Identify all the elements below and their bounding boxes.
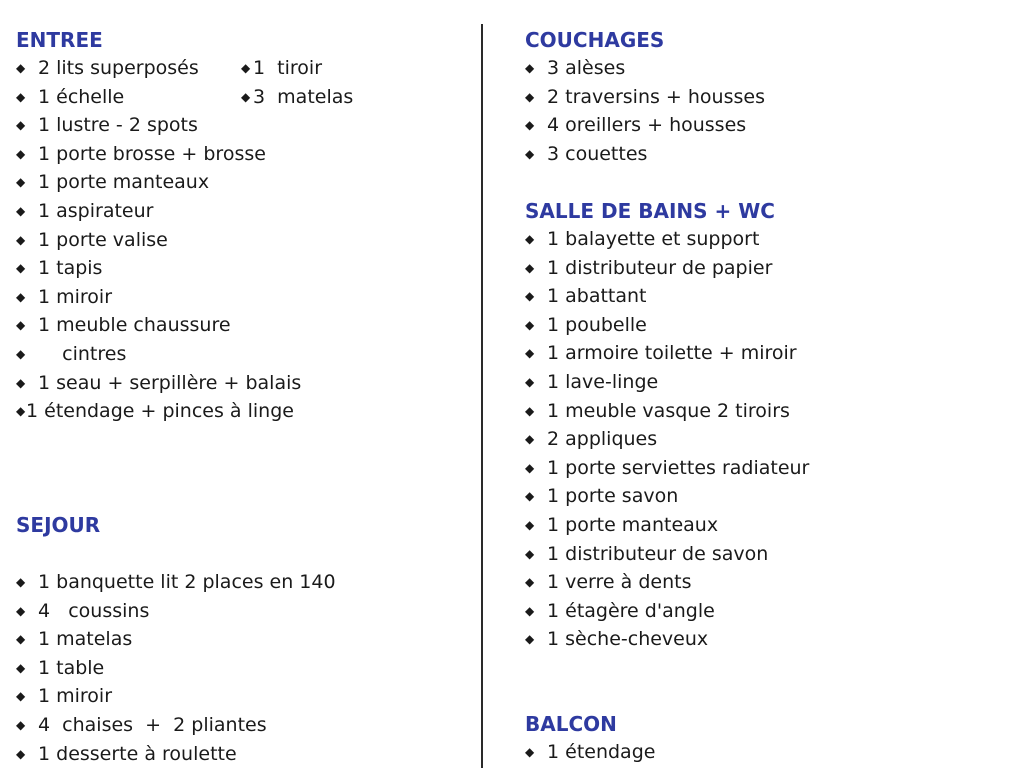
bullet-icon: ◆: [16, 632, 26, 647]
list-item: [16, 168, 301, 197]
list-item: [525, 482, 809, 511]
item-text: 1 meuble chaussure: [38, 314, 231, 337]
item-text: 1 banquette lit 2 places en 140: [38, 571, 336, 593]
list-item: [525, 397, 809, 426]
bullet-icon: ◆: [16, 717, 26, 732]
section-heading: ENTREE: [16, 28, 103, 52]
item-text: 1 lave-linge: [547, 370, 659, 393]
list-item: [525, 738, 655, 767]
bullet-icon: ◆: [16, 746, 26, 761]
list-item: [16, 625, 336, 654]
item-text: 1 matelas: [38, 628, 133, 651]
bullet-icon: ◆: [16, 61, 26, 75]
item-text: 3 couettes: [547, 142, 648, 165]
list-item: [525, 454, 809, 483]
list-item: [16, 711, 336, 740]
section-salle-de-bains: [525, 197, 809, 654]
bullet-icon: ◆: [16, 689, 26, 704]
item-text: 1 étendage + pinces à linge: [26, 400, 294, 423]
list-item: [16, 140, 301, 169]
section-heading: BALCON: [525, 712, 617, 736]
item-text: 2 lits superposés: [38, 57, 199, 79]
bullet-icon: ◆: [525, 61, 535, 75]
section-heading: SALLE DE BAINS + WC: [525, 199, 775, 223]
list-item: [525, 225, 809, 254]
entree-extra-list: [241, 54, 353, 111]
item-text: 1 desserte à roulette: [38, 742, 237, 765]
list-item: [16, 568, 336, 597]
section-sejour: [16, 511, 336, 768]
item-text: 1 échelle: [38, 85, 125, 108]
list-item: [16, 597, 336, 626]
item-text: 1 tapis: [38, 257, 103, 280]
list-item: [525, 140, 765, 169]
item-text: 1 porte serviettes radiateur: [547, 456, 810, 479]
item-text: 1 meuble vasque 2 tiroirs: [547, 399, 790, 422]
item-text: 1 seau + serpillère + balais: [38, 371, 302, 394]
bullet-icon: ◆: [241, 89, 251, 104]
list-item: [525, 54, 765, 83]
list-item: [525, 368, 809, 397]
list-item: [525, 339, 809, 368]
list-item: [241, 83, 353, 112]
list-item: [525, 83, 765, 112]
bullet-icon: ◆: [525, 346, 535, 361]
bullet-icon: ◆: [16, 660, 26, 675]
bullet-icon: ◆: [16, 289, 26, 304]
item-text: 2 appliques: [547, 428, 658, 451]
list-item: [16, 283, 301, 312]
bullet-icon: ◆: [525, 460, 535, 475]
item-text: 4 coussins: [38, 599, 150, 622]
list-item: [525, 597, 809, 626]
bullet-icon: ◆: [525, 546, 535, 561]
list-item: [16, 369, 301, 398]
item-text: 2 traversins + housses: [547, 85, 765, 108]
item-text: 1 étagère d'angle: [547, 599, 715, 622]
item-text: 1 lustre - 2 spots: [38, 114, 198, 137]
bullet-icon: ◆: [16, 318, 26, 333]
list-item: [525, 425, 809, 454]
list-item: [16, 740, 336, 768]
section-balcon: [525, 710, 655, 767]
item-text: 1 table: [38, 656, 105, 679]
bullet-icon: ◆: [525, 89, 535, 104]
item-text: 1 porte valise: [38, 228, 168, 251]
list-item: [16, 197, 301, 226]
bullet-icon: ◆: [525, 517, 535, 532]
bullet-icon: ◆: [16, 346, 26, 361]
bullet-icon: ◆: [16, 89, 26, 104]
bullet-icon: ◆: [525, 260, 535, 275]
item-text: 1 distributeur de savon: [547, 542, 769, 565]
bullet-icon: ◆: [525, 317, 535, 332]
item-text: 1 poubelle: [547, 313, 647, 336]
item-text: 1 balayette et support: [547, 228, 760, 250]
item-text: 1 étendage: [547, 741, 656, 763]
item-text: 1 abattant: [547, 285, 647, 308]
list-item: [16, 397, 301, 426]
bullet-icon: ◆: [16, 232, 26, 247]
list-item: [525, 111, 765, 140]
bullet-icon: ◆: [525, 146, 535, 161]
item-text: 1 verre à dents: [547, 571, 692, 594]
entree-list: [16, 54, 354, 426]
bullet-icon: ◆: [16, 261, 26, 276]
item-text: 4 chaises + 2 pliantes: [38, 713, 267, 736]
bullet-icon: ◆: [525, 745, 535, 759]
item-text: 4 oreillers + housses: [547, 114, 747, 137]
list-item: [525, 282, 809, 311]
list-item: [16, 111, 301, 140]
item-text: 1 porte savon: [547, 485, 679, 508]
bullet-icon: ◆: [16, 118, 26, 133]
list-item: [525, 540, 809, 569]
list-item: [16, 682, 336, 711]
column-divider: [481, 24, 483, 768]
item-text: 1 tiroir: [253, 57, 323, 79]
item-text: 1 aspirateur: [38, 199, 154, 222]
bullet-icon: ◆: [525, 603, 535, 618]
bullet-icon: ◆: [16, 375, 26, 390]
list-item: [525, 568, 809, 597]
bullet-icon: ◆: [16, 175, 26, 190]
item-text: 1 porte brosse + brosse: [38, 142, 266, 165]
bullet-icon: ◆: [16, 603, 26, 618]
item-text: 1 porte manteaux: [547, 513, 719, 536]
list-item: [241, 54, 353, 83]
item-text: 1 sèche-cheveux: [547, 628, 709, 651]
section-entree: [16, 26, 354, 426]
list-item: [525, 311, 809, 340]
bullet-icon: ◆: [525, 489, 535, 504]
bullet-icon: ◆: [525, 118, 535, 133]
list-item: [16, 254, 301, 283]
bullet-icon: ◆: [16, 404, 26, 419]
bullet-icon: ◆: [525, 374, 535, 389]
list-item: [16, 340, 301, 369]
list-item: [525, 254, 809, 283]
list-item: [525, 511, 809, 540]
bullet-icon: ◆: [525, 632, 535, 647]
bullet-icon: ◆: [525, 232, 535, 246]
section-heading: SEJOUR: [16, 513, 101, 537]
list-item: [16, 311, 301, 340]
section-heading: COUCHAGES: [525, 28, 665, 52]
section-couchages: [525, 26, 765, 168]
item-text: 1 porte manteaux: [38, 171, 210, 194]
item-text: 1 armoire toilette + miroir: [547, 342, 797, 365]
item-text: 3 alèses: [547, 57, 626, 79]
item-text: 1 miroir: [38, 285, 113, 308]
bullet-icon: ◆: [525, 289, 535, 304]
bullet-icon: ◆: [241, 61, 251, 75]
item-text: 1 distributeur de papier: [547, 256, 773, 279]
item-text: 1 miroir: [38, 685, 113, 708]
bullet-icon: ◆: [525, 575, 535, 590]
list-item: [16, 654, 336, 683]
bullet-icon: ◆: [525, 403, 535, 418]
bullet-icon: ◆: [16, 146, 26, 161]
bullet-icon: ◆: [16, 575, 26, 589]
item-text: cintres: [38, 342, 127, 365]
item-text: 3 matelas: [253, 85, 354, 108]
list-item: [525, 625, 809, 654]
bullet-icon: ◆: [525, 432, 535, 447]
list-item: [16, 226, 301, 255]
bullet-icon: ◆: [16, 203, 26, 218]
